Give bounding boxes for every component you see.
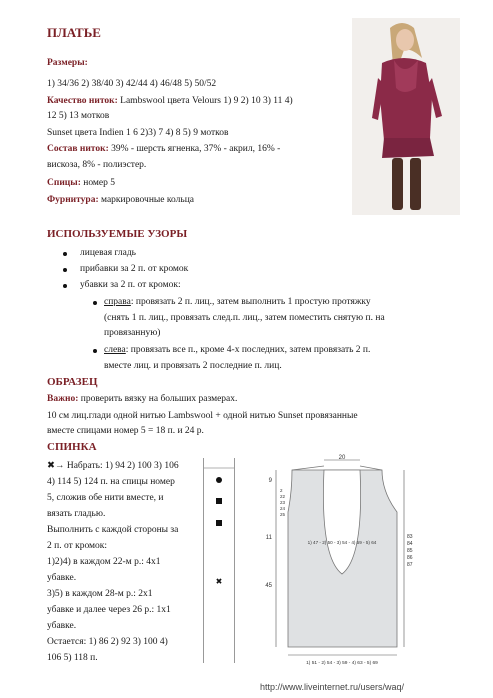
square-marker-icon bbox=[216, 520, 222, 526]
sizes-value: 1) 34/36 2) 38/40 3) 42/44 4) 46/48 5) 50/52 bbox=[47, 79, 217, 89]
back-line: 4) 114 5) 124 п. на спицы номер bbox=[47, 477, 175, 487]
pattern-item: прибавки за 2 п. от кромок bbox=[80, 264, 189, 274]
svg-text:25: 25 bbox=[280, 512, 286, 517]
bullet-icon bbox=[63, 284, 67, 288]
decrease-left-line-2: вместе лиц. и провязать 2 последние п. лиц. bbox=[104, 361, 282, 371]
svg-text:86: 86 bbox=[407, 555, 413, 561]
decrease-right-line-1: справа: провязать 2 п. лиц., затем выполнить 1 простую протяжку bbox=[104, 297, 371, 307]
back-line: ✖→ Набрать: 1) 94 2) 100 3) 106 bbox=[47, 461, 179, 471]
svg-text:83: 83 bbox=[407, 534, 413, 540]
sub-bullet-icon bbox=[93, 301, 97, 305]
svg-text:2: 2 bbox=[280, 488, 283, 493]
svg-text:24: 24 bbox=[280, 506, 286, 511]
yarn-line-2: 12 5) 13 мотков bbox=[47, 111, 110, 121]
cross-marker-icon: ✖ bbox=[215, 577, 223, 586]
svg-text:45: 45 bbox=[265, 583, 272, 589]
svg-text:84: 84 bbox=[407, 541, 413, 547]
sample-title: ОБРАЗЕЦ bbox=[47, 376, 98, 388]
yarn-line-1: Качество ниток: Lambswool цвета Velours 1) 9 2) 10 3) 11 4) bbox=[47, 96, 293, 106]
decrease-right-line-3: провязанную) bbox=[104, 328, 161, 338]
row-chart-markers bbox=[204, 458, 234, 663]
back-line: 2 п. от кромок: bbox=[47, 541, 108, 551]
svg-text:20: 20 bbox=[338, 455, 346, 461]
sample-line-1: 10 см лиц.глади одной нитью Lambswool + одной нитью Sunset провязанные bbox=[47, 411, 358, 421]
back-line: убавке. bbox=[47, 573, 77, 583]
bullet-icon bbox=[63, 252, 67, 256]
pattern-item: убавки за 2 п. от кромок: bbox=[80, 280, 181, 290]
back-line: убавке и далее через 26 р.: 1х1 bbox=[47, 605, 171, 615]
bullet-icon bbox=[63, 268, 67, 272]
back-line: вязать гладью. bbox=[47, 509, 106, 519]
svg-text:1) 47 - 2) 50 - 3) 54 - 4) 59: 1) 47 - 2) 50 - 3) 54 - 4) 59 - 5) 64 bbox=[307, 540, 377, 545]
svg-text:23: 23 bbox=[280, 500, 286, 505]
row-chart-column bbox=[203, 458, 235, 663]
pattern-item: лицевая гладь bbox=[80, 248, 136, 258]
back-line: Остается: 1) 86 2) 92 3) 100 4) bbox=[47, 637, 168, 647]
needles-line: Спицы: номер 5 bbox=[47, 178, 116, 188]
yarn-line-3: Sunset цвета Indien 1 6 2)3) 7 4) 8 5) 9 мотков bbox=[47, 128, 229, 138]
back-line: 3)5) в каждом 28-м р.: 2х1 bbox=[47, 589, 153, 599]
sizes-label: Размеры: bbox=[47, 58, 88, 68]
back-line: 1)2)4) в каждом 22-м р.: 4х1 bbox=[47, 557, 161, 567]
sample-line-2: вместе спицами номер 5 = 18 п. и 24 р. bbox=[47, 426, 204, 436]
decrease-right-line-2: (снять 1 п. лиц., провязать след.п. лиц., затем поместить снятую п. на bbox=[104, 313, 385, 323]
dress-photo-image bbox=[352, 18, 460, 215]
composition-line-1: Состав ниток: 39% - шерсть ягненка, 37% - акрил, 16% - bbox=[47, 144, 281, 154]
svg-text:1) 51 - 2) 54 - 3) 59 - 4) 63: 1) 51 - 2) 54 - 3) 59 - 4) 63 - 5) 69 bbox=[306, 661, 378, 666]
page-title: ПЛАТЬЕ bbox=[47, 25, 101, 40]
back-title: СПИНКА bbox=[47, 441, 97, 453]
source-url[interactable]: http://www.liveinternet.ru/users/waq/ bbox=[260, 682, 405, 692]
important-line: Важно: проверить вязку на больших размерах. bbox=[47, 394, 238, 404]
svg-text:22: 22 bbox=[280, 494, 286, 499]
back-line: 106 5) 118 п. bbox=[47, 653, 98, 663]
back-line: 5, сложив обе нити вместе, и bbox=[47, 493, 164, 503]
circle-marker-icon bbox=[216, 477, 222, 483]
sub-bullet-icon bbox=[93, 349, 97, 353]
square-marker-icon bbox=[216, 498, 222, 504]
back-line: убавке. bbox=[47, 621, 77, 631]
patterns-title: ИСПОЛЬЗУЕМЫЕ УЗОРЫ bbox=[47, 228, 188, 240]
svg-text:9: 9 bbox=[268, 478, 272, 484]
composition-line-2: вискоза, 8% - полиэстер. bbox=[47, 160, 147, 170]
back-schematic bbox=[262, 452, 412, 670]
decrease-left-line-1: слева: провязать все п., кроме 4-х последних, затем провязать 2 п. bbox=[104, 345, 371, 355]
accessories-line: Фурнитура: маркировочные кольца bbox=[47, 195, 195, 205]
model-photo bbox=[352, 18, 460, 215]
back-line: Выполнить с каждой стороны за bbox=[47, 525, 179, 535]
svg-text:11: 11 bbox=[265, 535, 272, 541]
svg-text:85: 85 bbox=[407, 548, 413, 554]
svg-text:87: 87 bbox=[407, 562, 413, 568]
